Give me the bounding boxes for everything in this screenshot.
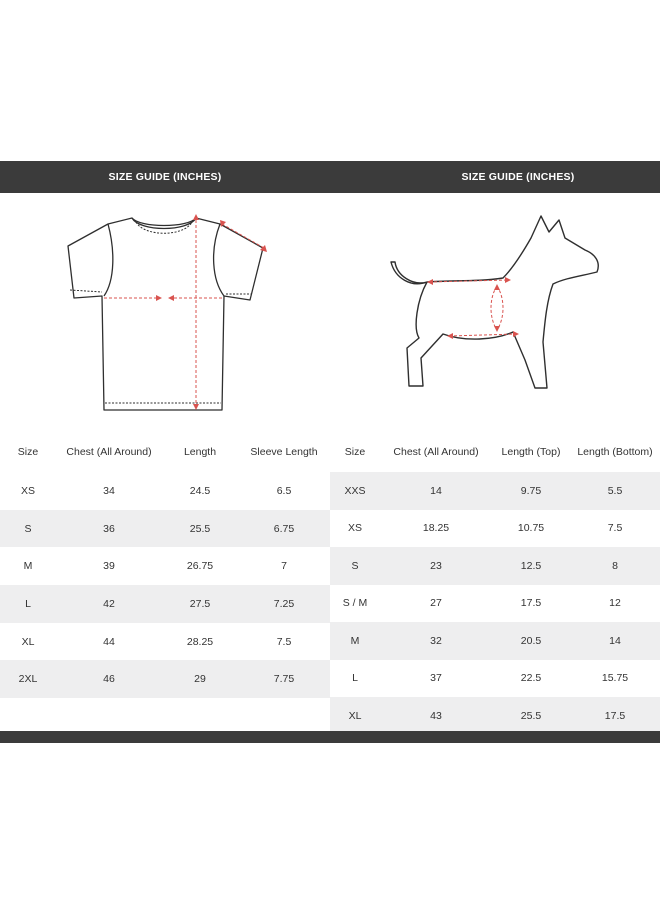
value-cell: 10.75 xyxy=(517,522,545,535)
right-size-guide-title: SIZE GUIDE (INCHES) xyxy=(461,171,575,183)
value-cell: 17.5 xyxy=(520,597,542,610)
table-row xyxy=(0,660,330,698)
column-header: Chest (All Around) xyxy=(66,446,152,458)
value-cell: 25.5 xyxy=(162,510,238,548)
size-cell: S xyxy=(0,510,56,548)
value-cell: 28.25 xyxy=(186,635,214,648)
value-cell: 36 xyxy=(56,510,162,548)
table-header-row xyxy=(0,432,330,472)
value-cell: 7 xyxy=(281,560,287,573)
column-header: Length (Bottom) xyxy=(577,446,653,458)
value-cell: 17.5 xyxy=(570,697,660,735)
value-cell: 9.75 xyxy=(492,472,570,510)
right-size-table xyxy=(330,432,660,735)
table-row xyxy=(330,660,660,698)
size-cell: M xyxy=(23,560,33,573)
size-cell: XL xyxy=(330,697,380,735)
value-cell: 34 xyxy=(103,484,115,497)
table-row xyxy=(330,472,660,510)
tshirt-illustration xyxy=(60,210,275,415)
value-cell: 7.5 xyxy=(607,522,623,535)
value-cell: 14 xyxy=(380,472,492,510)
column-header: Size xyxy=(17,446,39,458)
value-cell: 7.25 xyxy=(238,585,330,623)
value-cell: 12.5 xyxy=(492,547,570,585)
value-cell: 25.5 xyxy=(492,697,570,735)
dog-outline xyxy=(391,216,598,388)
table-row xyxy=(0,623,330,661)
size-cell: XXS xyxy=(330,472,380,510)
value-cell: 43 xyxy=(380,697,492,735)
table-row xyxy=(330,697,660,735)
value-cell: 26.75 xyxy=(186,560,214,573)
value-cell: 32 xyxy=(380,622,492,660)
value-cell: 12 xyxy=(609,597,621,610)
size-cell: XS xyxy=(20,484,35,497)
size-cell: S / M xyxy=(342,597,368,610)
table-row xyxy=(330,622,660,660)
value-cell: 7.75 xyxy=(238,660,330,698)
value-cell: 27 xyxy=(430,597,442,610)
column-header: Length (Top) xyxy=(501,446,561,458)
table-row xyxy=(0,585,330,623)
value-cell: 15.75 xyxy=(601,672,629,685)
value-cell: 39 xyxy=(103,560,115,573)
value-cell: 27.5 xyxy=(162,585,238,623)
size-cell: XS xyxy=(347,522,362,535)
left-size-guide-title: SIZE GUIDE (INCHES) xyxy=(108,171,222,183)
size-cell: M xyxy=(330,622,380,660)
value-cell: 22.5 xyxy=(520,672,542,685)
value-cell: 20.5 xyxy=(492,622,570,660)
column-header: Sleeve Length xyxy=(250,446,318,458)
dog-illustration xyxy=(385,210,605,395)
value-cell: 14 xyxy=(570,622,660,660)
table-row xyxy=(0,510,330,548)
size-cell: XL xyxy=(21,635,35,648)
size-cell: L xyxy=(352,672,358,685)
table-row xyxy=(0,472,330,510)
value-cell: 8 xyxy=(570,547,660,585)
size-cell: L xyxy=(0,585,56,623)
table-row xyxy=(330,547,660,585)
value-cell: 18.25 xyxy=(422,522,450,535)
value-cell: 5.5 xyxy=(570,472,660,510)
size-cell: S xyxy=(330,547,380,585)
value-cell: 6.5 xyxy=(276,484,292,497)
value-cell: 7.5 xyxy=(276,635,292,648)
value-cell: 42 xyxy=(56,585,162,623)
table-row xyxy=(330,510,660,548)
table-row xyxy=(0,547,330,585)
header-bar xyxy=(0,161,660,193)
left-size-table xyxy=(0,432,330,698)
column-header: Length xyxy=(183,446,217,458)
footer-bar xyxy=(0,731,660,743)
value-cell: 37 xyxy=(430,672,442,685)
value-cell: 23 xyxy=(380,547,492,585)
column-header: Size xyxy=(344,446,366,458)
size-cell: 2XL xyxy=(0,660,56,698)
table-header-row xyxy=(330,432,660,472)
value-cell: 6.75 xyxy=(238,510,330,548)
table-row xyxy=(330,585,660,623)
value-cell: 29 xyxy=(162,660,238,698)
column-header: Chest (All Around) xyxy=(393,446,479,458)
tshirt-body xyxy=(68,218,263,410)
value-cell: 24.5 xyxy=(189,484,211,497)
value-cell: 46 xyxy=(56,660,162,698)
value-cell: 44 xyxy=(103,635,115,648)
